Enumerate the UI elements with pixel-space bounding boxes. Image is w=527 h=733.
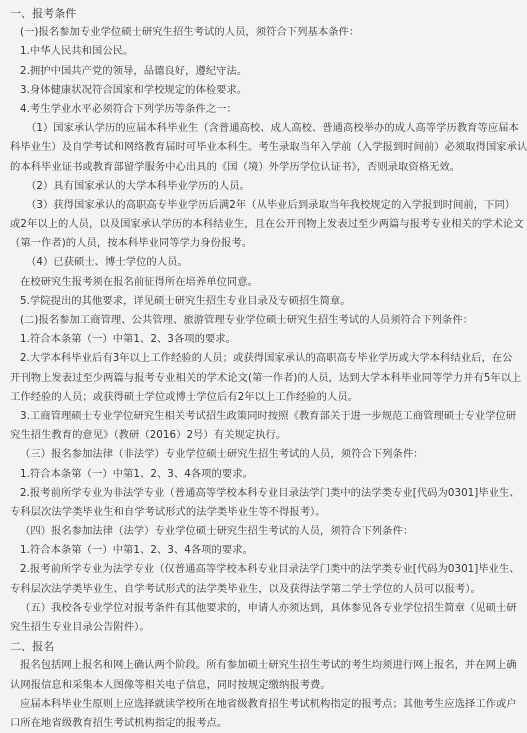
text-line: （4）已获硕士、博士学位的人员。 <box>26 256 188 269</box>
text-line: 2.报考前所学专业为非法学专业（普通高等学校本科专业目录法学门类中的法学类专业[代码为0301]毕业生、 <box>20 486 520 499</box>
section-heading: 二、报名 <box>10 640 55 654</box>
text-line: 究生招生教育的意见》（教研（2016）2号）有关规定执行。 <box>10 429 287 442</box>
text-line: 4.考生学业水平必须符合下列学历等条件之一： <box>20 102 237 115</box>
text-line: 3.身体健康状况符合国家和学校规定的体检要求。 <box>20 83 248 96</box>
text-line: 在校研究生报考须在报名前征得所在培养单位同意。 <box>20 275 258 288</box>
text-line: 5.学院提出的其他要求，详见硕士研究生招生专业目录及专硕招生简章。 <box>20 294 351 307</box>
text-line: 究生招生专业目录公告附件）。 <box>10 621 150 633</box>
text-line: 1.中华人民共和国公民。 <box>20 45 134 58</box>
text-line: (一)报名参加专业学位硕士研究生招生考试的人员，须符合下列基本条件： <box>20 26 360 39</box>
text-line: (二)报名参加工商管理、公共管理、旅游管理专业学位硕士研究生招生考试的人员须符合下列条件： <box>20 314 474 326</box>
text-line: （2）具有国家承认的大学本科毕业学历的人员。 <box>26 179 250 192</box>
text-line: （三）报名参加法律（非法学）专业学位硕士研究生招生考试的人员，须符合下列条件： <box>20 448 424 461</box>
section-heading: 一、报考条件 <box>10 7 77 20</box>
text-line: 口所在地省级教育招生考试机构指定的报考点。 <box>10 716 228 729</box>
text-line: 的本科毕业证书或教育部留学服务中心出具的《国（境）外学历学位认证书》，否则录取资格无效。 <box>10 160 461 173</box>
text-line: 应届本科毕业生原则上应选择就读学校所在地省级教育招生考试机构指定的报考点；其他考生应选择工作或户 <box>20 697 517 710</box>
text-line: 1.符合本条第（一）中第1、2、3各项的要求。 <box>20 333 236 346</box>
text-line: 科毕业生）及自学考试和网络教育届时可毕业本科生。考生录取当年入学前（入学报到时间前）必须取得国家承认 <box>10 141 527 154</box>
text-line: （1）国家承认学历的应届本科毕业生（含普通高校、成人高校、普通高校举办的成人高等学历教育等应届本 <box>26 122 519 135</box>
text-line: 2.拥护中国共产党的领导，品德良好，遵纪守法。 <box>20 64 248 77</box>
text-line: 认网报信息和采集本人图像等相关电子信息，同时按规定缴纳报考费。 <box>10 678 331 691</box>
text-line: 专科层次法学类毕业生、自学考试形式的法学类毕业生，以及获得法学第二学士学位的人员可以报考）。 <box>10 582 481 595</box>
text-line: 工作经验的人员；或获得硕士学位或博士学位后有2年以上工作经验的人员。 <box>10 390 359 403</box>
text-line: 开刊物上发表过至少两篇与报考专业相关的学术论文(第一作者)的人员，达到大学本科毕业同等学力并有5年以上 <box>10 371 522 384</box>
text-line: 2.大学本科毕业后有3年以上工作经验的人员；或获得国家承认的高职高专毕业学历或大学本科结业后，在公 <box>20 352 513 365</box>
text-line: （第一作者)的人员，按本科毕业同等学力身份报考。 <box>10 237 253 250</box>
text-line: 1.符合本条第（一）中第1、2、3、4各项的要求。 <box>20 544 253 557</box>
text-line: 1.符合本条第（一）中第1、2、3、4各项的要求。 <box>20 467 253 480</box>
text-line: （四）报名参加法律（法学）专业学位硕士研究生招生考试的人员，须符合下列条件： <box>20 525 414 538</box>
text-line: 3.工商管理硕士专业学位研究生相关考试招生政策同时按照《教育部关于进一步规范工商管理硕士专业学位研 <box>20 409 517 422</box>
text-line: 2.报考前所学专业为法学专业（仅普通高等学校本科专业目录法学门类中的法学类专业[代码为0301]毕业生、 <box>20 563 520 576</box>
text-line: （五）我校各专业学位对报考条件有其他要求的，申请人亦须达到，具体参见各专业学位招生简章（见硕士研 <box>20 601 517 614</box>
text-line: 或2年以上的人员，以及国家承认学历的本科结业生，且在公开刊物上发表过至少两篇与报考专业相关的学术论文 <box>10 218 524 231</box>
text-line: （3）获得国家承认的高职高专毕业学历后满2年（从毕业后到录取当年我校规定的入学报到时间前，下同） <box>26 198 516 211</box>
text-line: 专科层次法学类毕业生和自学考试形式的法学类毕业生等不得报考）。 <box>10 505 326 518</box>
text-line: 报名包括网上报名和网上确认两个阶段。所有参加硕士研究生招生考试的考生均须进行网上报名，并在网上确 <box>20 659 517 672</box>
